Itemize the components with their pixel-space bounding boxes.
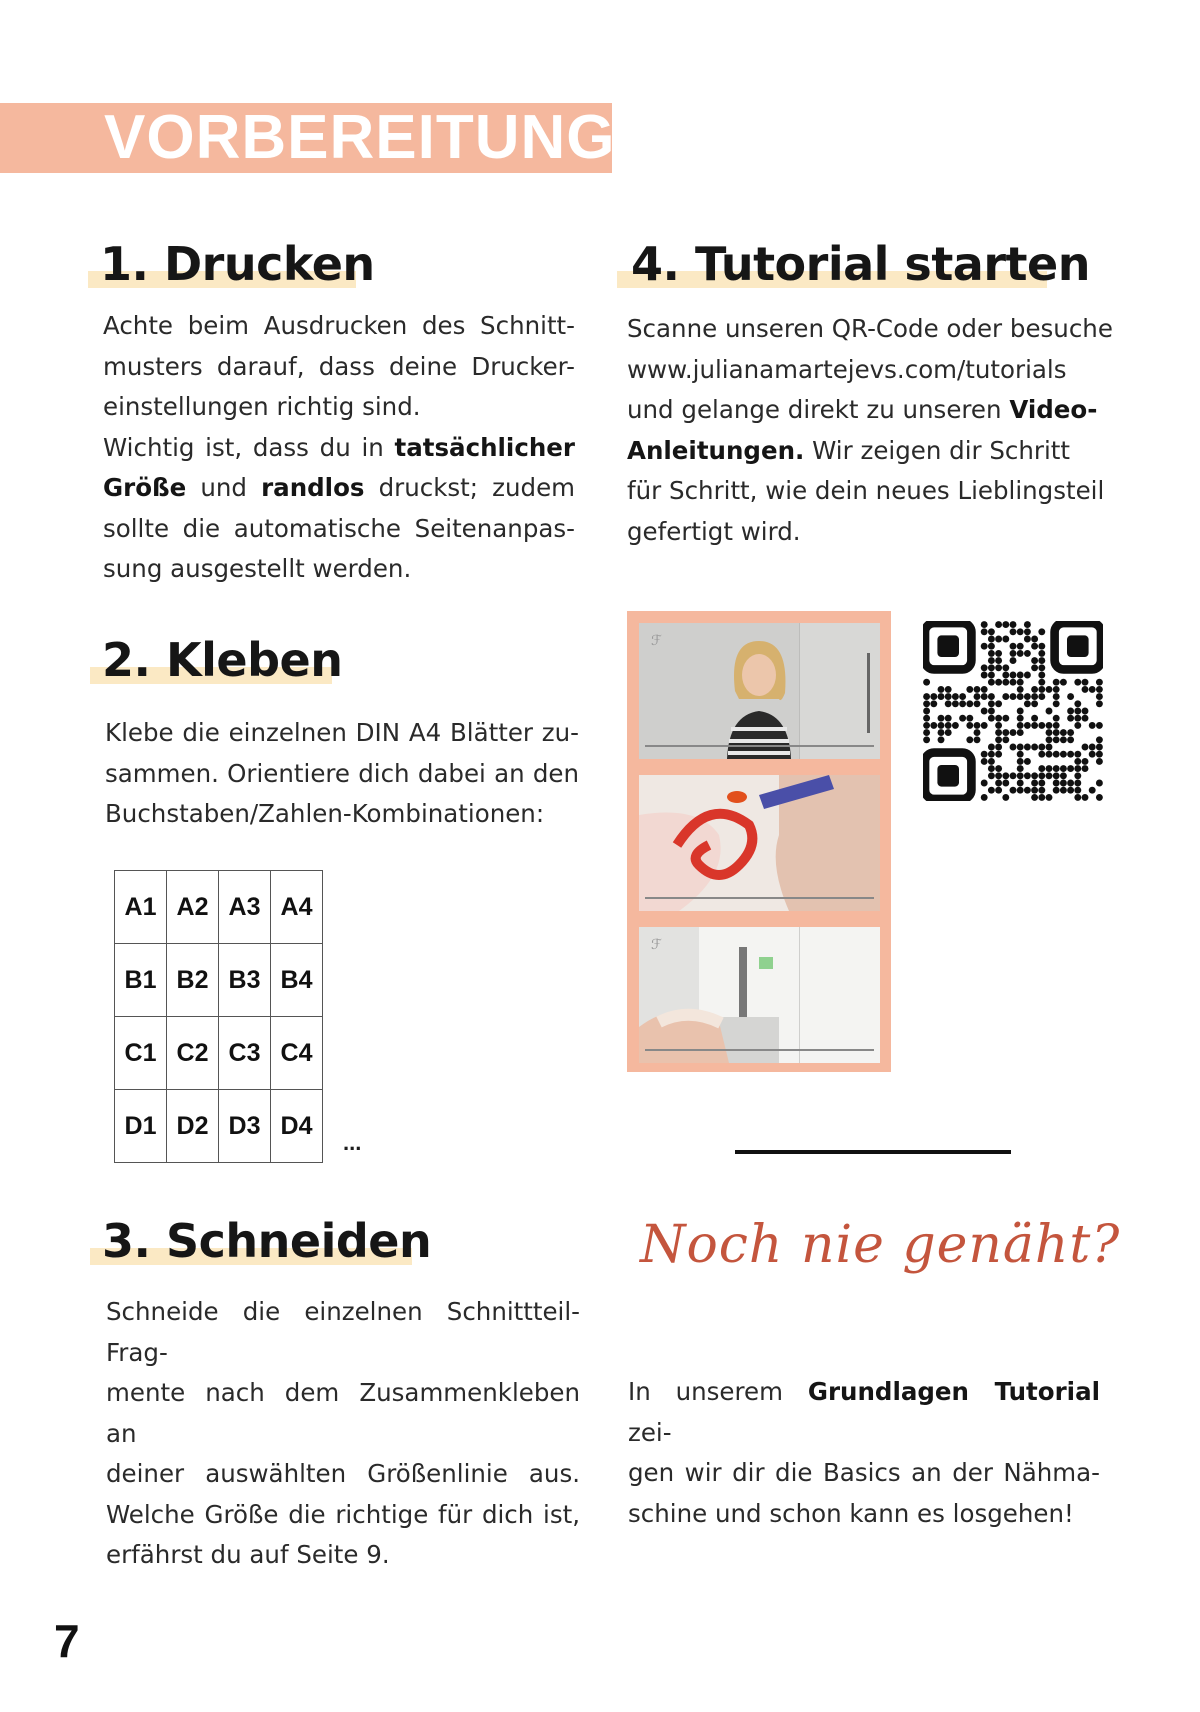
text-line <box>103 468 575 509</box>
section-schneiden-text <box>106 1292 580 1576</box>
script-heading: Noch nie genäht? <box>640 1215 1121 1275</box>
video-thumbnail-marking[interactable] <box>639 775 880 911</box>
heading-text: 4. Tutorial starten <box>631 237 1090 291</box>
section-divider <box>735 1150 1011 1154</box>
text-run: zei- <box>628 1417 672 1447</box>
section-kleben-text <box>105 713 579 835</box>
bold-run: Grundlagen Tutorial <box>807 1377 1100 1406</box>
grid-cell: B3 <box>219 944 271 1017</box>
grid-cell: C1 <box>115 1017 167 1090</box>
text-line: deiner auswählten Größenlinie aus. <box>106 1459 580 1488</box>
grid-cell: C3 <box>219 1017 271 1090</box>
bold-run: tatsächlicher <box>394 432 575 462</box>
grid-continuation: ... <box>343 1130 362 1155</box>
section-heading-schneiden <box>90 1214 432 1268</box>
grid-cell: D1 <box>115 1090 167 1163</box>
text-line: Schneide die einzelnen Schnittteil-Frag- <box>106 1297 580 1367</box>
text-line: Achte beim Ausdrucken des Schnitt- <box>103 311 575 340</box>
text-line: sammen. Orientiere dich dabei an den <box>105 758 579 788</box>
qr-code[interactable] <box>923 621 1103 801</box>
text-line: Buchstaben/Zahlen-Kombinationen: <box>105 799 545 828</box>
grid-cell: B4 <box>271 944 323 1017</box>
text-run: Wir zeigen dir Schritt <box>804 435 1071 465</box>
text-line: gen wir dir die Basics an der Nähma- <box>628 1458 1100 1487</box>
heading-text: 1. Drucken <box>100 237 375 291</box>
text-line: Scanne unseren QR-Code oder besuche <box>627 314 1113 343</box>
grid-cell: A4 <box>271 871 323 944</box>
grid-cell: D4 <box>271 1090 323 1163</box>
section-heading-drucken <box>88 237 375 291</box>
page-number: 7 <box>54 1615 80 1667</box>
video-thumbnail-sewing[interactable] <box>639 927 880 1063</box>
grid-cell: C4 <box>271 1017 323 1090</box>
svg-text:ℱ: ℱ <box>651 633 663 649</box>
tutorial-link[interactable]: www.julianamartejevs.com/tutorials <box>627 354 1067 384</box>
text-run: und gelange direkt zu unseren <box>627 395 1010 424</box>
title-banner <box>0 103 616 173</box>
text-line: Welche Größe die richtige für dich ist, <box>106 1499 580 1529</box>
video-thumbnails-panel <box>627 611 891 1072</box>
text-line: mente nach dem Zusammenkleben an <box>106 1378 580 1448</box>
text-line: musters darauf, dass deine Drucker- <box>103 351 575 381</box>
svg-text:ℱ: ℱ <box>651 937 663 953</box>
basics-text <box>628 1372 1100 1534</box>
text-run: und <box>186 473 262 502</box>
text-run: In unserem <box>628 1377 808 1406</box>
text-line <box>627 431 1117 472</box>
text-line: erfährst du auf Seite 9. <box>106 1540 390 1569</box>
text-line: schine und schon kann es losgehen! <box>628 1498 1074 1528</box>
text-line <box>627 390 1117 431</box>
text-line: sollte die automatische Seitenanpas- <box>103 513 575 543</box>
bold-run: Größe <box>103 473 187 502</box>
heading-text: 3. Schneiden <box>102 1214 432 1268</box>
video-thumbnail-intro[interactable] <box>639 623 880 759</box>
grid-cell: D3 <box>219 1090 271 1163</box>
section-heading-tutorial <box>617 237 1090 291</box>
grid-cell: B2 <box>167 944 219 1017</box>
section-drucken-text <box>103 306 575 590</box>
text-line: für Schritt, wie dein neues Lieblingsteil <box>627 476 1105 505</box>
grid-cell: C2 <box>167 1017 219 1090</box>
text-line: einstellungen richtig sind. <box>103 392 421 421</box>
bold-run: Video- <box>1009 395 1098 424</box>
page-title: VORBEREITUNG <box>104 103 616 172</box>
text-line <box>628 1372 1100 1453</box>
text-line: sung ausgestellt werden. <box>103 554 412 583</box>
text-run: Wichtig ist, dass du in <box>103 432 395 462</box>
text-line: gefertigt wird. <box>627 516 801 546</box>
text-run: druckst; zudem <box>364 473 576 502</box>
grid-cell: A1 <box>115 871 167 944</box>
page-assembly-grid <box>114 870 323 1163</box>
grid-cell: B1 <box>115 944 167 1017</box>
bold-run: Anleitungen. <box>627 435 805 465</box>
grid-cell: D2 <box>167 1090 219 1163</box>
grid-cell: A3 <box>219 871 271 944</box>
section-tutorial-text <box>627 309 1117 552</box>
bold-run: randlos <box>261 473 365 502</box>
text-line: Klebe die einzelnen DIN A4 Blätter zu- <box>105 718 579 747</box>
grid-cell: A2 <box>167 871 219 944</box>
text-line <box>103 428 575 469</box>
section-heading-kleben <box>90 633 343 687</box>
heading-text: 2. Kleben <box>102 633 343 687</box>
